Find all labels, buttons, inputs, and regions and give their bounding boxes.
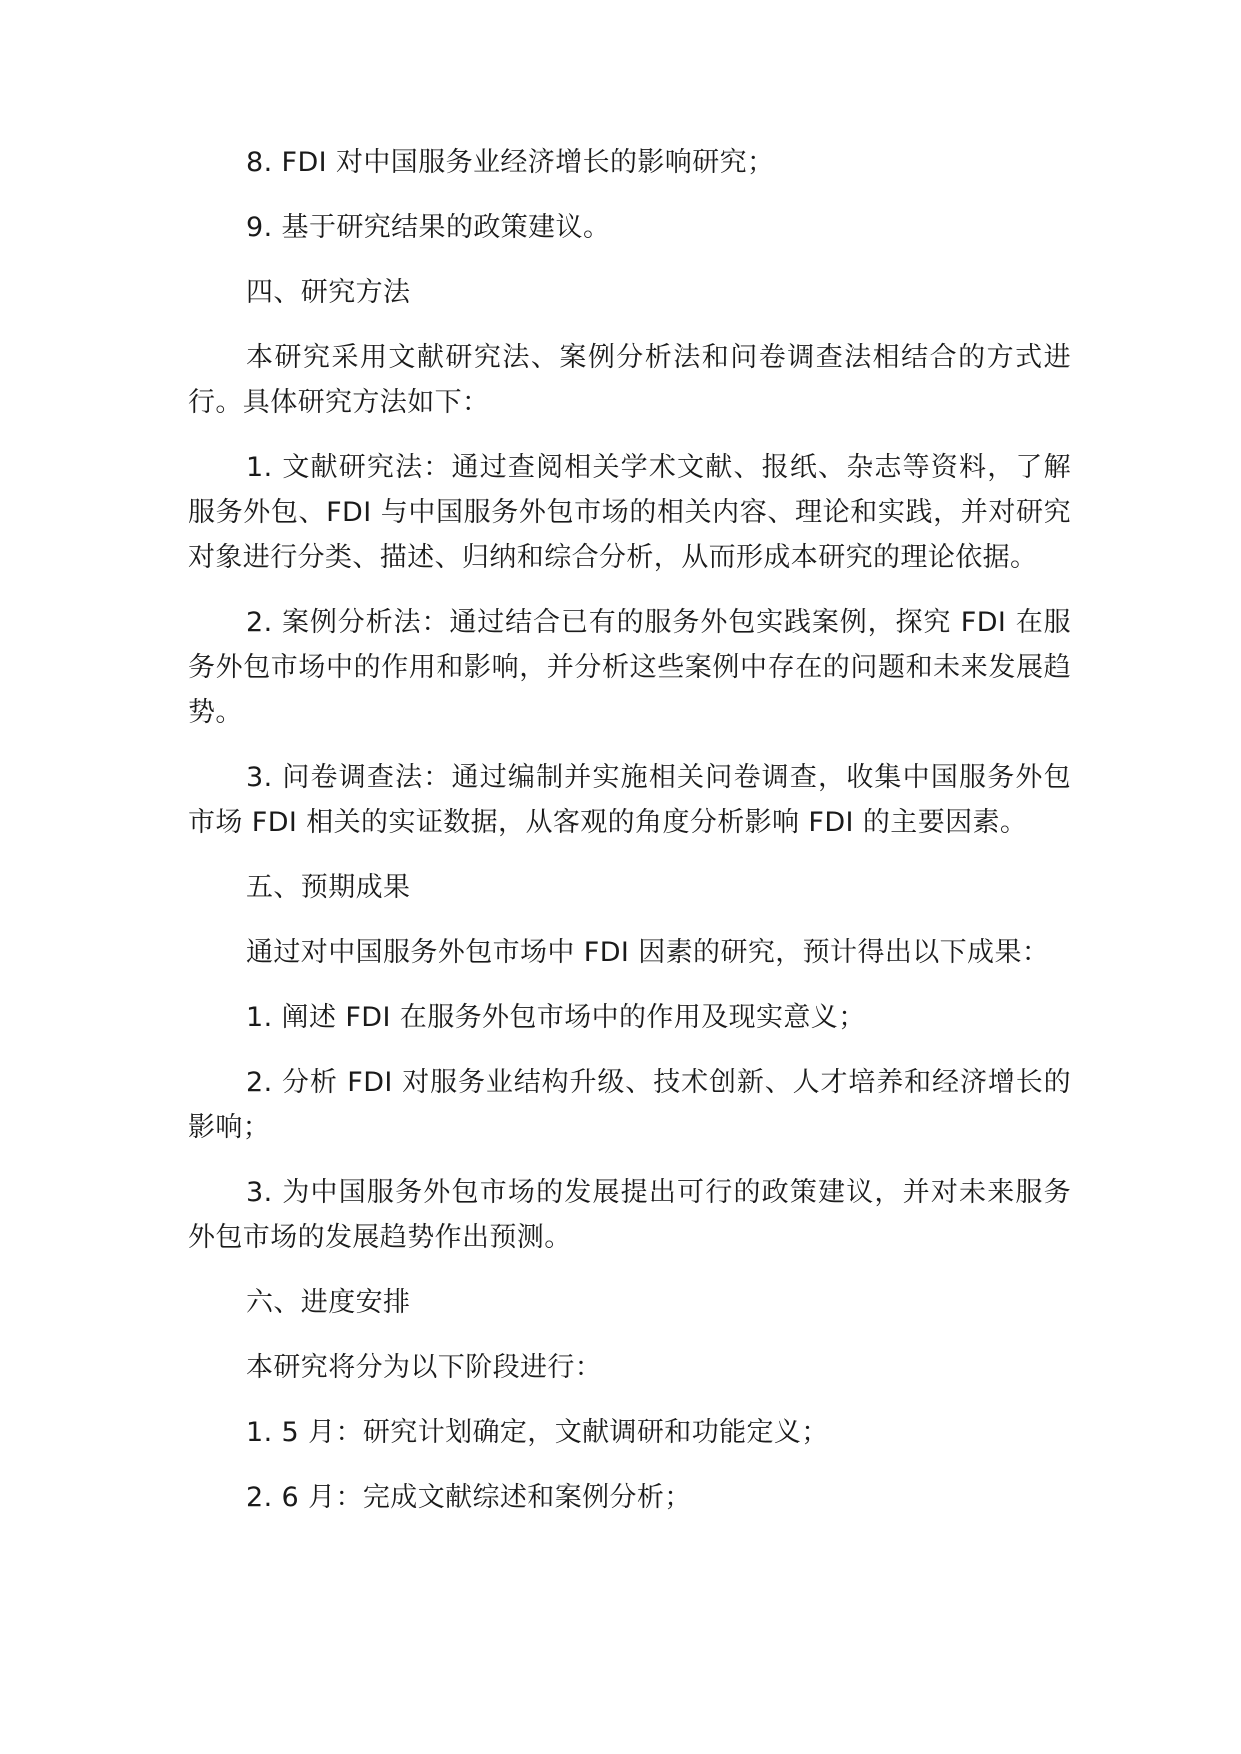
methods-intro-paragraph: 本研究采用文献研究法、案例分析法和问卷调查法相结合的方式进行。具体研究方法如下： xyxy=(188,342,1071,418)
section-heading-schedule: 六、进度安排 xyxy=(246,1287,411,1318)
expected-result-item-2: 2. 分析 FDI 对服务业结构升级、技术创新、人才培养和经济增长的影响； xyxy=(188,1067,1071,1143)
expected-results-intro-paragraph: 通过对中国服务外包市场中 FDI 因素的研究，预计得出以下成果： xyxy=(246,937,1050,968)
schedule-intro-paragraph: 本研究将分为以下阶段进行： xyxy=(246,1352,603,1383)
expected-result-item-3: 3. 为中国服务外包市场的发展提出可行的政策建议，并对未来服务外包市场的发展趋势作出预测。 xyxy=(188,1177,1071,1253)
method-case-analysis-paragraph: 2. 案例分析法：通过结合已有的服务外包实践案例，探究 FDI 在服务外包市场中的作用和影响，并分析这些案例中存在的问题和未来发展趋势。 xyxy=(188,607,1071,728)
method-questionnaire-paragraph: 3. 问卷调查法：通过编制并实施相关问卷调查，收集中国服务外包市场 FDI 相关的实证数据，从客观的角度分析影响 FDI 的主要因素。 xyxy=(188,762,1071,838)
method-literature-paragraph: 1. 文献研究法：通过查阅相关学术文献、报纸、杂志等资料，了解服务外包、FDI 与中国服务外包市场的相关内容、理论和实践，并对研究对象进行分类、描述、归纳和综合分析，从而形成本研究的理论依据。 xyxy=(188,452,1071,573)
expected-result-item-1: 1. 阐述 FDI 在服务外包市场中的作用及现实意义； xyxy=(246,1002,866,1033)
list-item-9: 9. 基于研究结果的政策建议。 xyxy=(246,212,611,243)
list-item-8: 8. FDI 对中国服务业经济增长的影响研究； xyxy=(246,147,775,178)
schedule-item-1: 1. 5 月：研究计划确定，文献调研和功能定义； xyxy=(246,1417,829,1448)
schedule-item-2: 2. 6 月：完成文献综述和案例分析； xyxy=(246,1482,692,1513)
section-heading-methods: 四、研究方法 xyxy=(246,277,411,308)
section-heading-expected-results: 五、预期成果 xyxy=(246,872,411,903)
